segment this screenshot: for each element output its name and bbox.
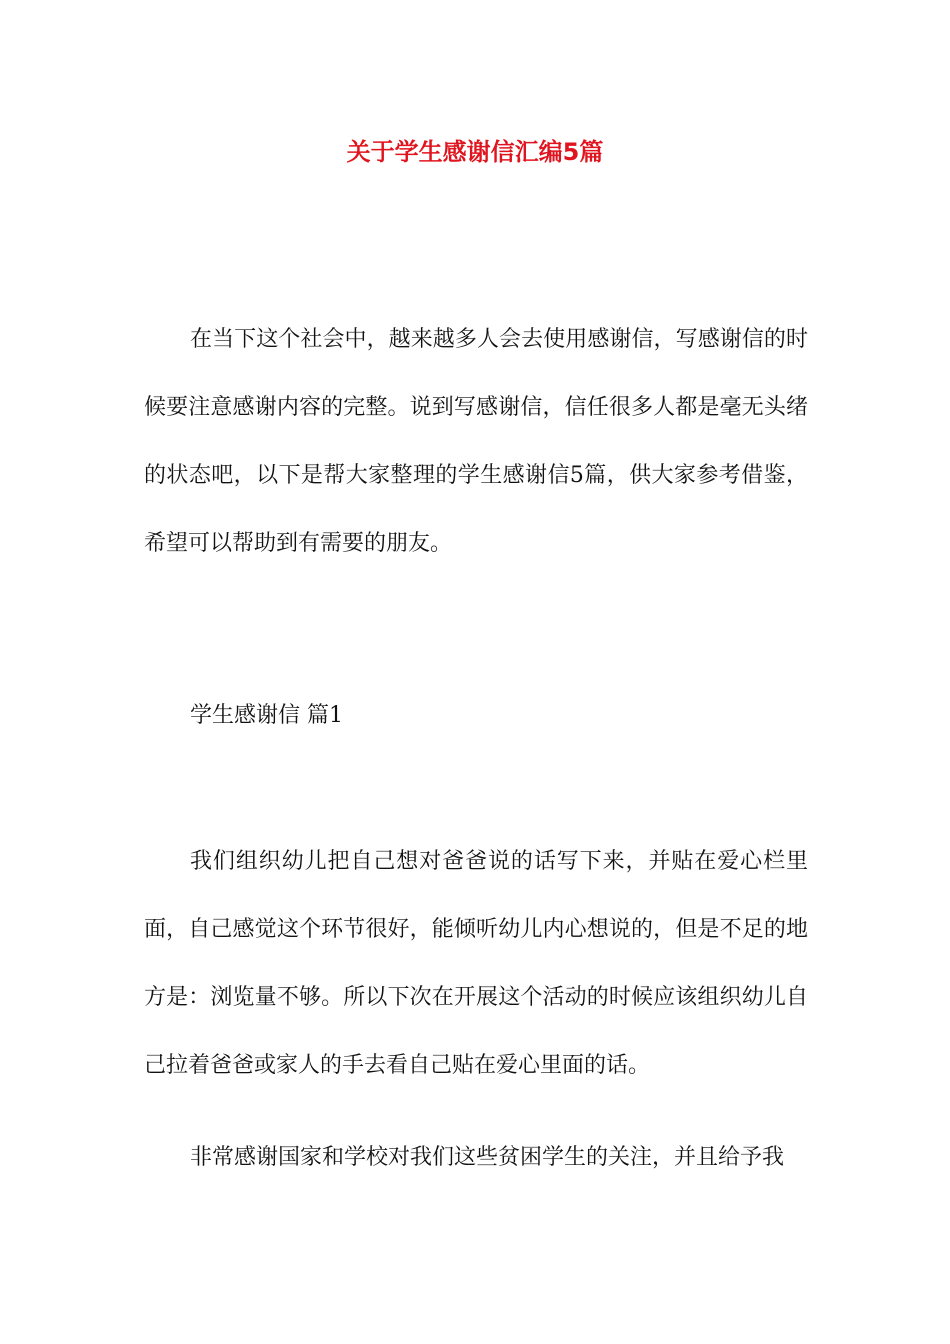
document-title: 关于学生感谢信汇编5篇: [346, 138, 604, 166]
body-paragraph-2: 非常感谢国家和学校对我们这些贫困学生的关注，并且给予我: [190, 1145, 785, 1170]
section-heading: 学生感谢信 篇1: [190, 703, 343, 728]
body-paragraph-1: 我们组织幼儿把自己想对爸爸说的话写下来，并贴在爱心栏里面，自己感觉这个环节很好，能倾听幼儿内心想说的，但是不足的地方是：浏览量不够。所以下次在开展这个活动的时候应该组织幼儿自己拉着爸爸或家人的手去看自己贴在爱心里面的话。: [144, 849, 808, 1078]
intro-paragraph: 在当下这个社会中，越来越多人会去使用感谢信，写感谢信的时候要注意感谢内容的完整。说到写感谢信，信任很多人都是毫无头绪的状态吧，以下是帮大家整理的学生感谢信5篇，供大家参考借鉴，希望可以帮助到有需要的朋友。: [144, 327, 808, 556]
